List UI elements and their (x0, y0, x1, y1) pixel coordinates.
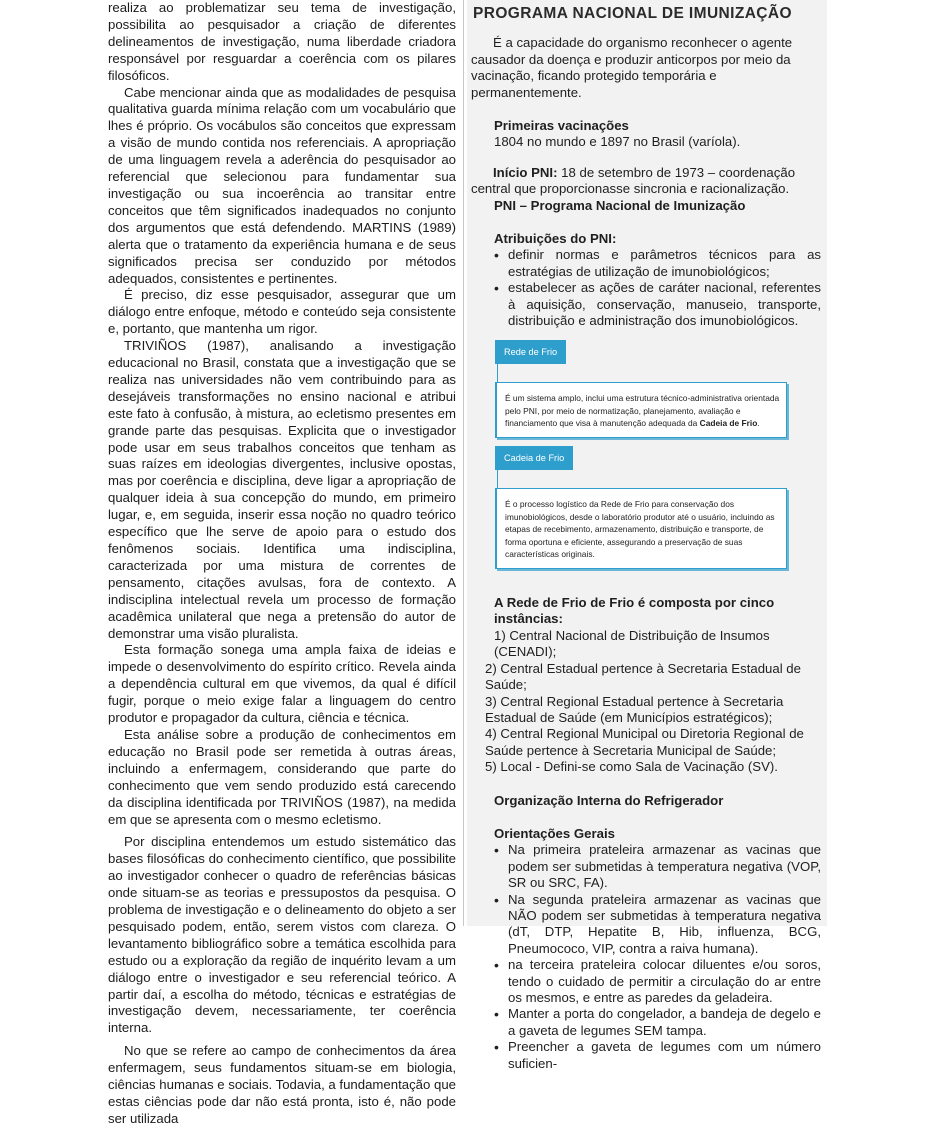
rede-de-frio-box (495, 382, 787, 438)
instancia-item: 5) Local - Defini-se como Sala de Vacinação (SV). (485, 759, 778, 775)
inicio-pni-paragraph (471, 165, 821, 198)
body-paragraph: Esta formação sonega uma ampla faixa de ideias e impede o desenvolvimento do espírito crítico. Revela ainda a dependência cultural em que vivemos, da qual é difícil fugir, porque o meio exige falar a linguagem do centro produtor e propagador da cultura, ciência e técnica. (108, 642, 456, 726)
pni-heading: PNI – Programa Nacional de Imunização (494, 197, 746, 213)
body-paragraph: Por disciplina entendemos um estudo sistemático das bases filosóficas do conhecimento científico, que possibilite ao investigador conhecer o quadro de referências básicas onde situam-se as teorias e pressupostos da pesquisa. O problema de investigação e o delineamento do objeto a ser pesquisado podem, então, serem vistos com clareza. O levantamento bibliográfico sobre a temática escolhida para estudo ou a exploração da região de inquérito levam a um diálogo entre o investigador e seu referencial teórico. A partir daí, a escolha do método, técnicas e estratégias de investigação devem, necessariamente, ter coerência interna. (108, 834, 456, 1036)
instancia-item: 3) Central Regional Estadual pertence à Secretaria Estadual de Saúde (em Municípios estratégicos); (485, 693, 784, 725)
cadeia-de-frio-box: É o processo logístico da Rede de Frio para conservação dos imunobiológicos, desde o laboratório produtor até o usuário, incluindo as etapas de recebimento, armazenamento, distribuição e transporte, de forma oportuna e eficiente, assegurando a preservação de suas características originais. (495, 488, 787, 569)
instancias-heading: A Rede de Frio de Frio é composta por cinco instâncias: (494, 595, 775, 627)
list-item: • Na segunda prateleira armazenar as vacinas que NÃO podem ser submetidas à temperatura negativa (dT, DTP, Hepatite B, Hib, influenza, BCG, Pneumococo, VIP, contra a raiva humana). (508, 892, 821, 958)
cadeia-de-frio-tab: Cadeia de Frio (495, 446, 573, 470)
list-item: • Manter a porta do congelador, a bandeja de degelo e a gaveta de legumes SEM tampa. (508, 1006, 821, 1039)
instancia-item: 4) Central Regional Municipal ou Diretoria Regional de Saúde pertence à Secretaria Municipal de Saúde; (485, 726, 804, 758)
body-paragraph: Esta análise sobre a produção de conhecimentos em educação no Brasil pode ser remetida à outras áreas, incluindo a enfermagem, considerando que parte do conhecimento que vem sendo produzido está carecendo da disciplina identificada por TRIVIÑOS (1987), na medida em que se apresenta com o mesmo ecletismo. (108, 726, 456, 827)
list-item: • Preencher a gaveta de legumes com um número suficien- (508, 1039, 821, 1072)
list-item: • Na primeira prateleira armazenar as vacinas que podem ser submetidas à temperatura negativa (VOP, SR ou SRC, FA). (508, 842, 821, 891)
cadeia-de-frio-bold: Cadeia de Frio (699, 418, 758, 429)
primeiras-text: 1804 no mundo e 1897 no Brasil (varíola). (494, 134, 741, 150)
inicio-pni-text: 18 de setembro de 1973 – coordenação central que proporcionasse sincronia e racionalização. (471, 164, 796, 197)
rede-de-frio-tab: Rede de Frio (495, 340, 566, 364)
callout-connector (497, 364, 498, 382)
primeiras-heading: Primeiras vacinações (494, 118, 629, 134)
inicio-pni-label: Início PNI: (493, 164, 558, 180)
body-paragraph: É preciso, diz esse pesquisador, assegurar que um diálogo entre enfoque, método e conteúdo seja consistente e, portanto, que mantenha um rigor. (108, 287, 456, 337)
list-item: • estabelecer as ações de caráter nacional, referentes à aquisição, conservação, manuseio, transporte, distribuição e administração dos imunobiológicos. (508, 280, 821, 329)
instancia-item: 2) Central Estadual pertence à Secretaria Estadual de Saúde; (485, 660, 801, 693)
atribuicoes-list (471, 247, 821, 329)
callout-connector (497, 470, 498, 488)
intro-paragraph: É a capacidade do organismo reconhecer o agente causador da doença e produzir anticorpos por meio da vacinação, ficando protegido temporária e permanentemente. (471, 35, 793, 100)
body-paragraph: TRIVIÑOS (1987), analisando a investigação educacional no Brasil, constata que a investigação que se realiza nas universidades não vem contribuindo para as desejáveis transformações no ensino nacional e atribui este fato à confusão, à mistura, ao ecletismo presentes em grande parte das pesquisas. Explicita que o investigador pode usar em seus trabalhos conceitos que tenham as suas raízes em ideologias divergentes, inclusive opostas, mas por coerência e disciplina, deve ligar a apropriação de qualquer ideia à sua concepção do mundo, em primeiro lugar, e, em seguida, inserir essa noção no quadro teórico específico que lhe serve de apoio para o estudo dos fenômenos sociais. Identifica uma indisciplina, caracterizada por uma mistura de correntes de pensamento, citações avulsas, fora de contexto. A indisciplina intelectual revela um processo de formação acadêmica unilateral que nega a pretensão do autor de demonstrar uma visão pluralista. (108, 338, 456, 641)
body-paragraph: Cabe mencionar ainda que as modalidades de pesquisa qualitativa guarda mínima relação com um vocabulário que lhes é próprio. Os vocábulos são conceitos que expressam a visão de mundo contida nos referenciais. A apropriação de uma linguagem revela a aderência do pesquisador ao referencial que selecionou para fundamentar sua investigação ou sua incoerência ao transitar entre conceitos que têm significados inadequados no conjunto dos argumentos que está defendendo. MARTINS (1989) alerta que o tratamento da experiência humana e de seus significados precisa ser conduzido por métodos adequados, consistentes e pertinentes. (108, 84, 456, 286)
rede-de-frio-text-end: . (757, 418, 760, 429)
instancia-item: 1) Central Nacional de Distribuição de Insumos (CENADI); (494, 627, 770, 660)
orientacoes-list (471, 842, 821, 1072)
organizacao-heading: Organização Interna do Refrigerador (494, 792, 724, 808)
atribuicoes-heading: Atribuições do PNI: (494, 231, 617, 247)
list-item: • na terceira prateleira colocar diluentes e/ou soros, tendo o cuidado de permitir a circulação do ar entre os mesmos, e entre as paredes da geladeira. (508, 957, 821, 1006)
cadeia-de-frio-callout (471, 446, 821, 569)
rede-de-frio-callout (471, 340, 821, 438)
pni-sidebar-panel (467, 0, 827, 1071)
body-paragraph: realiza ao problematizar seu tema de investigação, possibilita ao pesquisador a criação de diferentes delineamentos de investigação, numa liberdade criadora responsável por resguardar a coerência com os pilares filosóficos. (108, 0, 456, 83)
column-divider (463, 0, 464, 926)
section-title: PROGRAMA NACIONAL DE IMUNIZAÇÃO (473, 5, 792, 22)
list-item: • definir normas e parâmetros técnicos para as estratégias de utilização de imunobiológicos; (508, 247, 821, 280)
body-paragraph: No que se refere ao campo de conhecimentos da área enfermagem, seus fundamentos situam-se em biologia, ciências humanas e sociais. Todavia, a fundamentação que estas ciências pode dar não está pronta, isto é, não pode ser utilizada (108, 1043, 456, 1126)
left-text-column (108, 0, 456, 1126)
rede-de-frio-text: É um sistema amplo, inclui uma estrutura técnico-administrativa orientada pelo PNI, por meio de normatização, planejamento, avaliação e financiamento que visa à manutenção adequada da (505, 392, 780, 429)
orientacoes-heading: Orientações Gerais (494, 825, 615, 841)
